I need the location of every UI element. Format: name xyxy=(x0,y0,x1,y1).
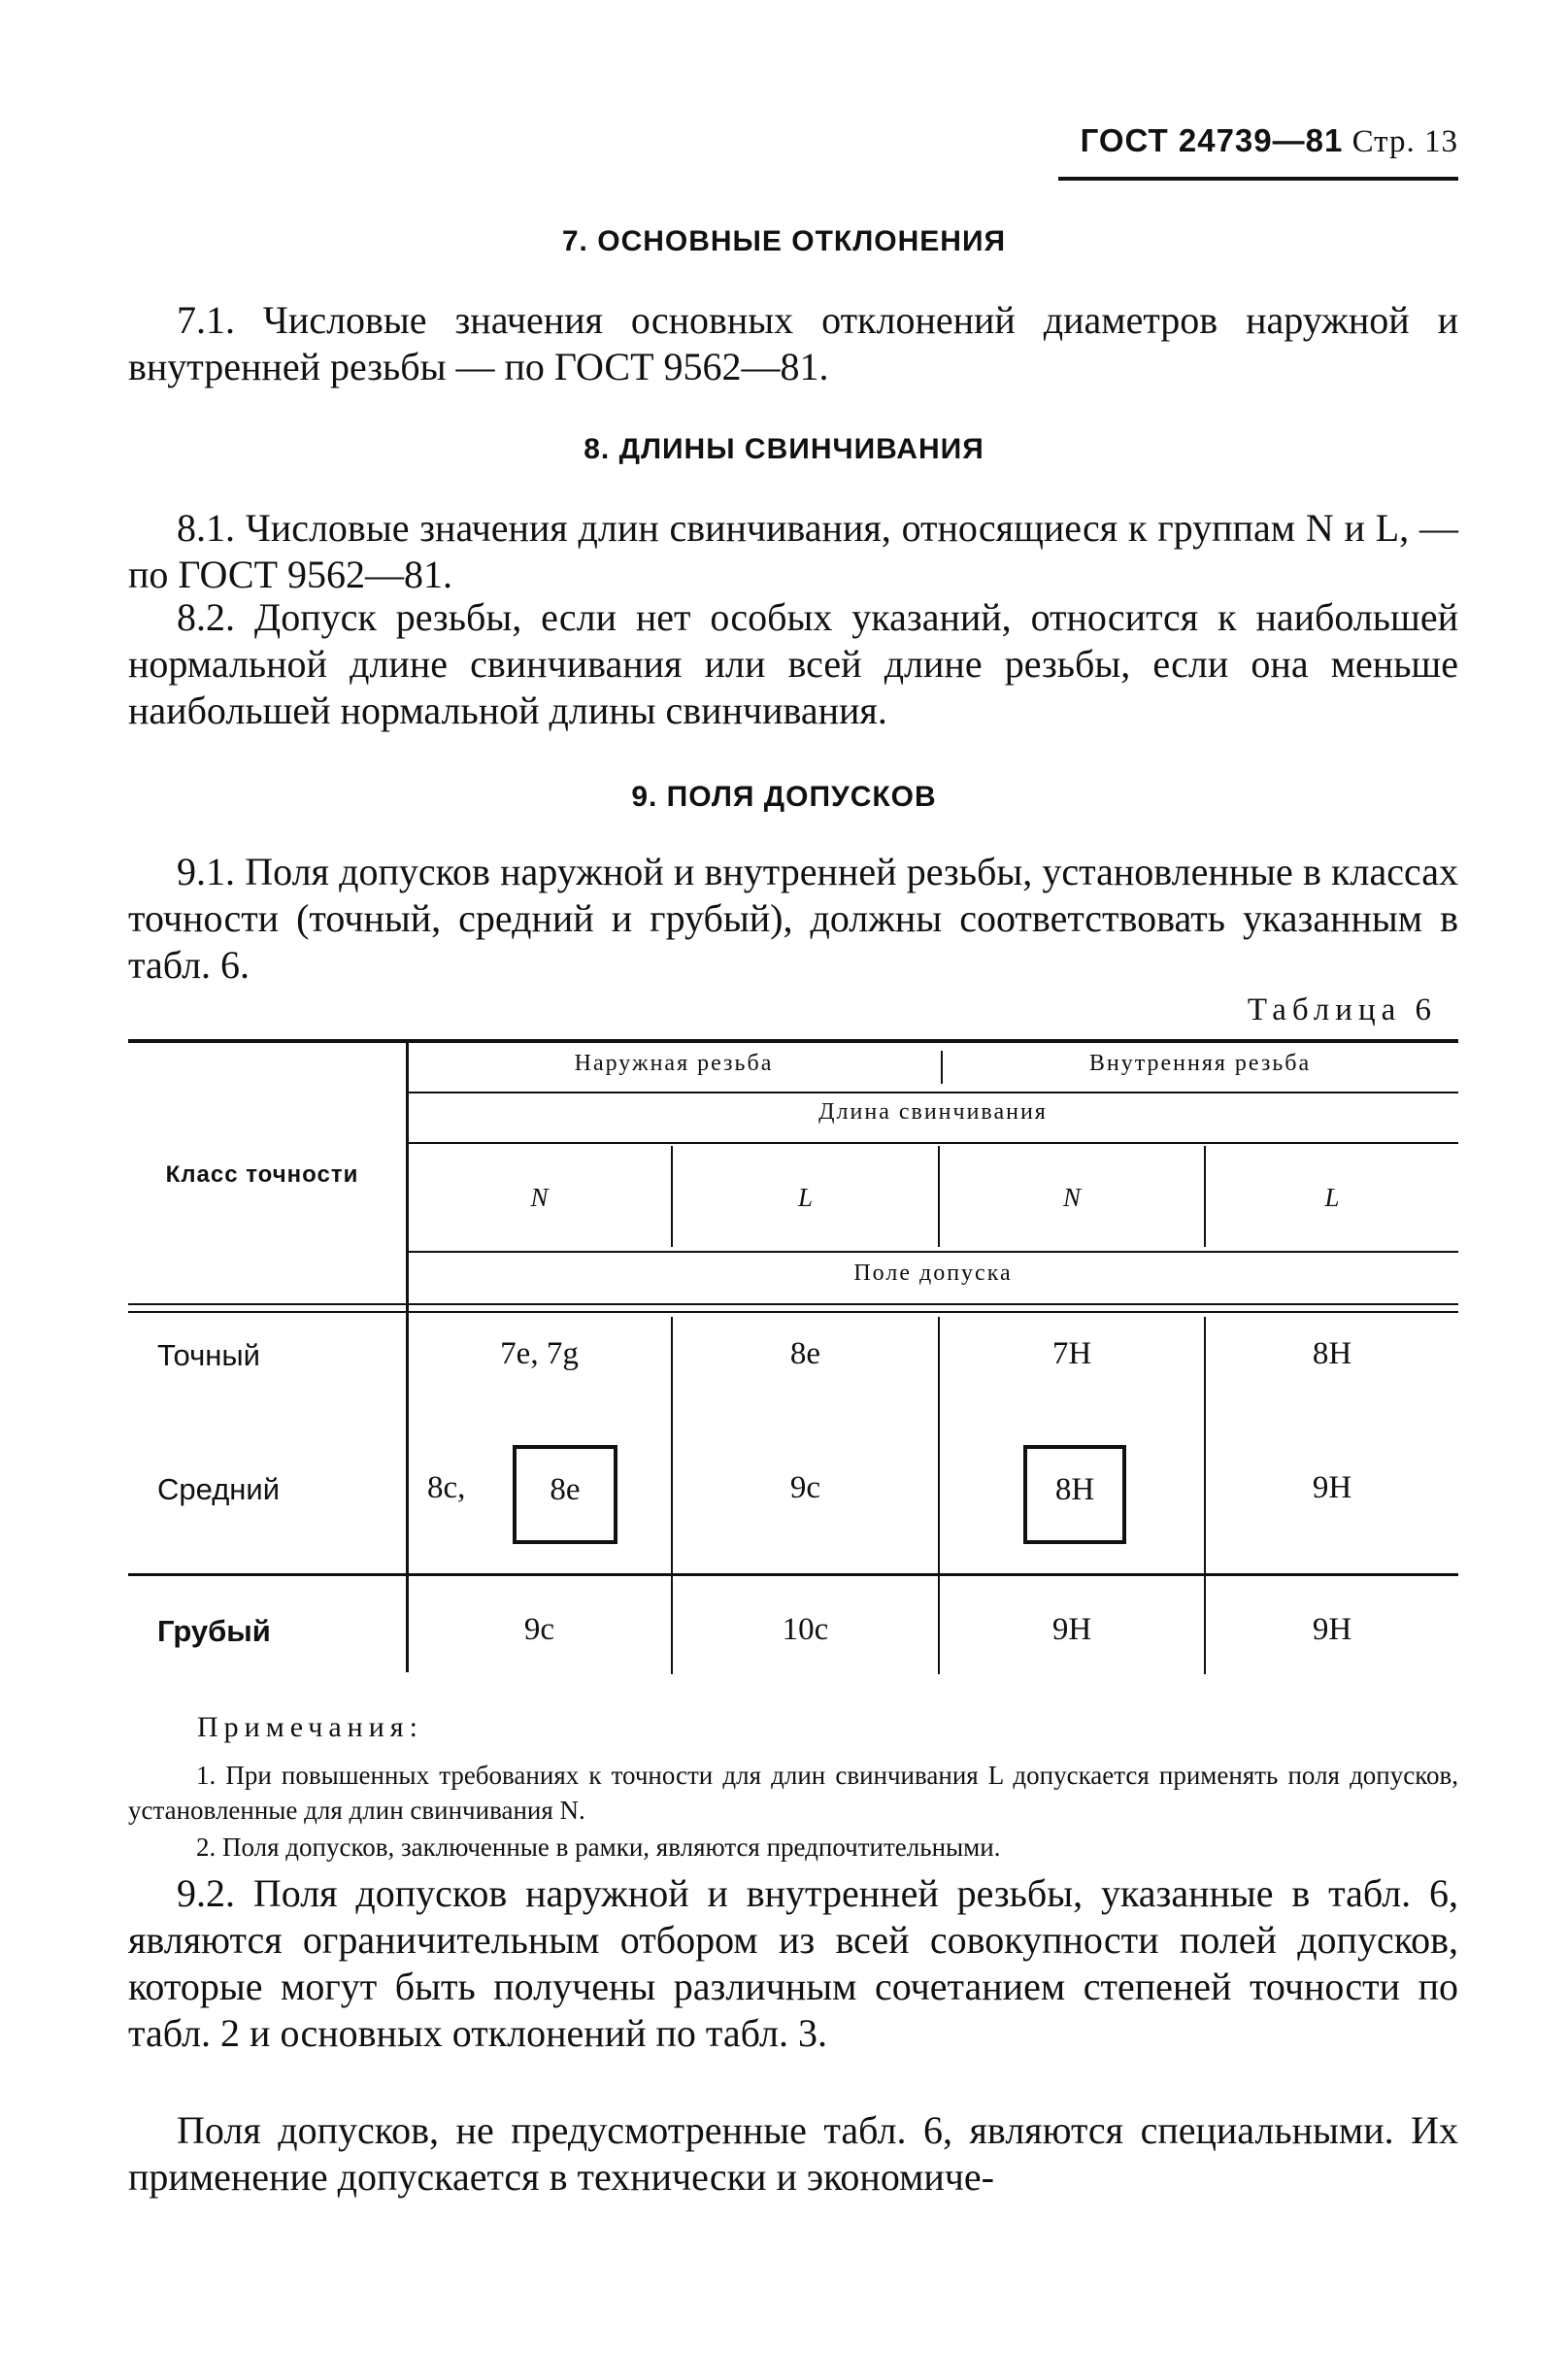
table-caption: Таблица 6 xyxy=(1247,992,1437,1027)
section-7-title: 7. ОСНОВНЫЕ ОТКЛОНЕНИЯ xyxy=(561,225,1007,257)
paragraph-9-1: 9.1. Поля допусков наружной и внутренней резьбы, установленные в классах точности (точный, средний и грубый), должны соответствовать указанным в табл. 6. xyxy=(128,850,1458,987)
row-rule-2-3 xyxy=(128,1573,1458,1576)
rule-under-thread xyxy=(408,1092,1458,1093)
col-header-ext-l: L xyxy=(797,1183,814,1212)
cell-coarse-int-l: 9H xyxy=(1312,1612,1352,1647)
page-number: Стр. 13 xyxy=(1351,124,1458,159)
col-header-external: Наружная резьба xyxy=(574,1051,774,1076)
cell-coarse-ext-l: 10c xyxy=(782,1612,829,1647)
col-header-internal: Внутренняя резьба xyxy=(1088,1051,1312,1076)
table-top-rule xyxy=(128,1039,1458,1043)
rule-under-length xyxy=(408,1142,1458,1144)
paragraph-8-1: 8.1. Числовые значения длин свинчивания, относящиеся к группам N и L, — по ГОСТ 9562—81. xyxy=(128,506,1458,596)
page-header xyxy=(1058,122,1458,160)
rule-under-nl xyxy=(408,1251,1458,1253)
row-label-coarse: Грубый xyxy=(157,1614,271,1648)
standard-number: ГОСТ 24739—81 xyxy=(1080,122,1344,158)
cell-medium-int-n: 8H xyxy=(1054,1472,1095,1507)
row-label-medium: Средний xyxy=(157,1472,281,1506)
note-1: 1. При повышенных требованиях к точности для длин свинчивания L допускается применять поля допусков, установленные для длин свинчивания N. xyxy=(128,1761,1458,1825)
cell-medium-int-l: 9H xyxy=(1312,1470,1352,1505)
cell-medium-ext-n-a: 8c, xyxy=(427,1470,466,1505)
header-double-rule-1 xyxy=(128,1303,1458,1305)
note-2: 2. Поля допусков, заключенные в рамки, являются предпочтительными. xyxy=(196,1833,1001,1862)
preferred-frame-ext xyxy=(513,1445,617,1544)
cell-fine-int-n: 7H xyxy=(1051,1336,1092,1371)
notes-title: Примечания: xyxy=(197,1711,423,1743)
paragraph-9-2: 9.2. Поля допусков наружной и внутренней резьбы, указанные в табл. 6, являются ограничительным отбором из всей совокупности полей допусков, которые могут быть получены различным сочетанием степеней точности по табл. 2 и основных отклонений по табл. 3. xyxy=(128,1871,1458,2055)
section-8-title: 8. ДЛИНЫ СВИНЧИВАНИЯ xyxy=(584,433,984,465)
cell-fine-ext-l: 8e xyxy=(789,1336,821,1371)
cell-coarse-ext-n: 9c xyxy=(523,1612,555,1647)
cell-medium-ext-l: 9c xyxy=(789,1470,821,1505)
header-double-rule-2 xyxy=(128,1311,1458,1313)
col-header-int-n: N xyxy=(1062,1183,1081,1212)
col-header-ext-n: N xyxy=(530,1183,549,1212)
cell-fine-int-l: 8H xyxy=(1312,1336,1352,1371)
col-header-length: Длина свинчивания xyxy=(818,1099,1048,1125)
preferred-frame-int xyxy=(1023,1445,1126,1544)
paragraph-7-1: 7.1. Числовые значения основных отклонений диаметров наружной и внутренней резьбы — по ГОСТ 9562—81. xyxy=(128,298,1458,388)
cell-medium-ext-n-b: 8e xyxy=(550,1472,581,1507)
section-9-title: 9. ПОЛЯ ДОПУСКОВ xyxy=(631,781,937,813)
cell-coarse-int-n: 9H xyxy=(1051,1612,1092,1647)
header-rule xyxy=(1058,177,1458,181)
col-header-field: Поле допуска xyxy=(853,1261,1013,1286)
row-label-fine: Точный xyxy=(157,1338,260,1372)
col-header-int-l: L xyxy=(1324,1183,1340,1212)
cell-fine-ext-n: 7e, 7g xyxy=(500,1336,579,1371)
paragraph-9-2-cont: Поля допусков, не предусмотренные табл. 6, являются специальными. Их применение допускается в технически и экономиче- xyxy=(128,2108,1458,2199)
paragraph-8-2: 8.2. Допуск резьбы, если нет особых указаний, относится к наибольшей нормальной длине свинчивания или всей длине резьбы, если она меньше наибольшей нормальной длины свинчивания. xyxy=(128,595,1458,732)
col-header-class: Класс точности xyxy=(165,1161,359,1188)
